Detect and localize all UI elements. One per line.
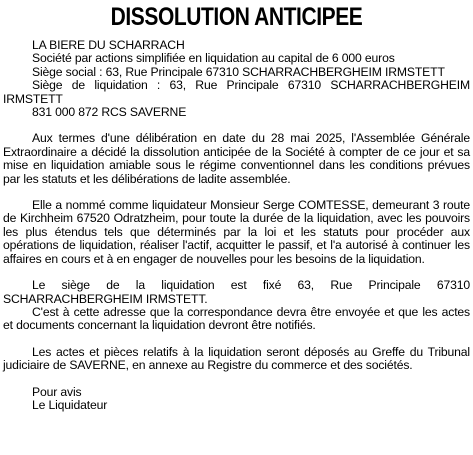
liquidation-office: Siège de liquidation : 63, Rue Principale 67310 SCHARRACHBERGHEIM IRMSTETT [3, 78, 470, 106]
company-legal-form: Société par actions simplifiée en liquidation au capital de 6 000 euros [32, 51, 395, 66]
paragraph-filing: Les actes et pièces relatifs à la liquidation seront déposés au Greffe du Tribunal judiciaire de SAVERNE, en annexe au Registre du commerce et des sociétés. [3, 344, 470, 373]
notice-title: DISSOLUTION ANTICIPEE [110, 3, 363, 31]
company-name: LA BIERE DU SCHARRACH [32, 38, 185, 52]
registered-office: Siège social : 63, Rue Principale 67310 SCHARRACHBERGHEIM IRMSTETT [32, 64, 445, 79]
closing-signatory: Le Liquidateur [32, 397, 108, 412]
closing-for-notice: Pour avis [32, 384, 82, 399]
paragraph-correspondence: C'est à cette adresse que la correspondance devra être envoyée et que les actes et documents concernant la liquidation devront être notifiés. [3, 304, 470, 333]
legal-notice [3, 4, 470, 412]
paragraph-dissolution: Aux termes d'une délibération en date du 28 mai 2025, l'Assemblée Générale Extraordinaire a décidé la dissolution anticipée de la Société à compter de ce jour et sa mise en liquidation amiable sous le régime conventionnel dans les conditions prévues par les statuts et les délibérations de ladite assemblée. [3, 131, 470, 186]
notice-body [3, 39, 470, 412]
paragraph-liquidator: Elle a nommé comme liquidateur Monsieur Serge COMTESSE, demeurant 3 route de Kirchheim 67520 Odratzheim, pour toute la durée de la liquidation, avec les pouvoirs les plus étendus tels que déterminés par la loi et les statuts pour procéder aux opérations de liquidation, réaliser l'actif, acquitter le passif, et l'a autorisé à continuer les affaires en cours et à en engager de nouvelles pour les besoins de la liquidation. [3, 198, 470, 266]
paragraph-liquidation-seat: Le siège de la liquidation est fixé 63, Rue Principale 67310 SCHARRACHBERGHEIM IRMSTETT. [3, 278, 470, 306]
company-registration: 831 000 872 RCS SAVERNE [32, 105, 187, 120]
